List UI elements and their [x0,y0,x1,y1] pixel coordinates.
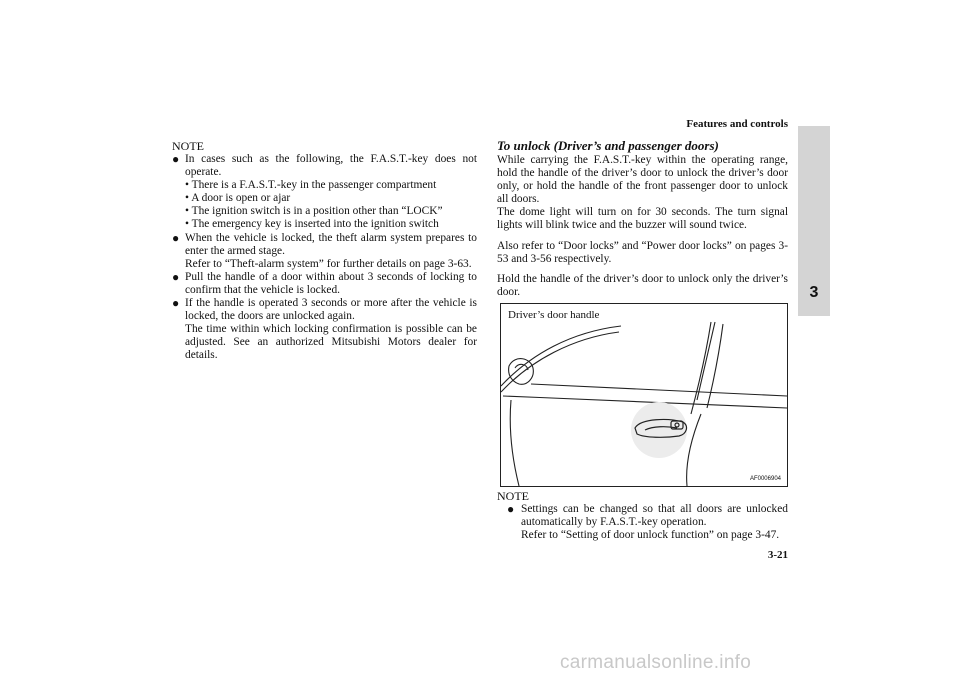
figure-code: AF0006904 [749,476,781,482]
bullet-icon: ● [507,502,515,516]
watermark: carmanualsonline.info [560,652,752,673]
note-text: The time within which locking confirmation is possible can be adjusted. See an authorized Mitsubishi Motors dealer for details. [185,323,477,362]
bullet-icon: ● [172,152,180,166]
body-paragraph: The dome light will turn on for 30 seconds. The turn signal lights will blink twice and the buzzer will sound twice. [497,206,788,232]
note-text: Pull the handle of a door within about 3 seconds of locking to confirm that the vehicle is locked. [185,270,477,296]
page-header-title: Features and controls [686,118,788,130]
page-number: 3-21 [767,549,788,561]
note-text: When the vehicle is locked, the theft alarm system prepares to enter the armed stage. [185,231,477,257]
note-heading: NOTE [172,139,204,153]
note-item [172,153,477,232]
chapter-tab-number: 3 [809,284,819,301]
right-column [497,139,788,299]
note-item [172,297,477,362]
right-note [497,490,788,542]
chapter-tab [798,126,830,316]
note-text: Refer to “Setting of door unlock function” on page 3-47. [521,529,780,542]
note-text: In cases such as the following, the F.A.S.T.-key does not operate. [185,153,477,179]
note-item [497,503,788,542]
note-heading: NOTE [497,489,529,503]
door-illustration [501,304,787,486]
note-subitem: • The ignition switch is in a position other than “LOCK” [185,205,443,218]
section-title: To unlock (Driver’s and passenger doors) [497,138,719,153]
note-text: If the handle is operated 3 seconds or more after the vehicle is locked, the doors are unlocked again. [185,297,477,323]
handle-highlight [631,402,687,458]
body-paragraph: Hold the handle of the driver’s door to unlock only the driver’s door. [497,272,788,298]
note-text: Refer to “Theft-alarm system” for further details on page 3-63. [185,257,472,270]
note-subitem: • A door is open or ajar [185,192,291,205]
bullet-icon: ● [172,269,180,284]
door-handle-figure [500,303,788,487]
bullet-icon: ● [172,230,180,245]
note-item [172,232,477,271]
figure-label: Driver’s door handle [508,309,600,321]
body-paragraph: Also refer to “Door locks” and “Power door locks” on pages 3-53 and 3-56 respectively. [497,239,788,265]
note-text: Settings can be changed so that all doors are unlocked automatically by F.A.S.T.-key operation. [521,503,788,529]
note-subitem: • There is a F.A.S.T.-key in the passenger compartment [185,179,437,192]
body-paragraph: While carrying the F.A.S.T.-key within the operating range, hold the handle of the driver’s door to unlock the driver’s door only, or hold the handle of the front passenger door to unlock all doors. [497,154,788,206]
note-item [172,271,477,297]
bullet-icon: ● [172,296,180,311]
note-subitem: • The emergency key is inserted into the ignition switch [185,218,439,231]
left-column [172,140,477,363]
